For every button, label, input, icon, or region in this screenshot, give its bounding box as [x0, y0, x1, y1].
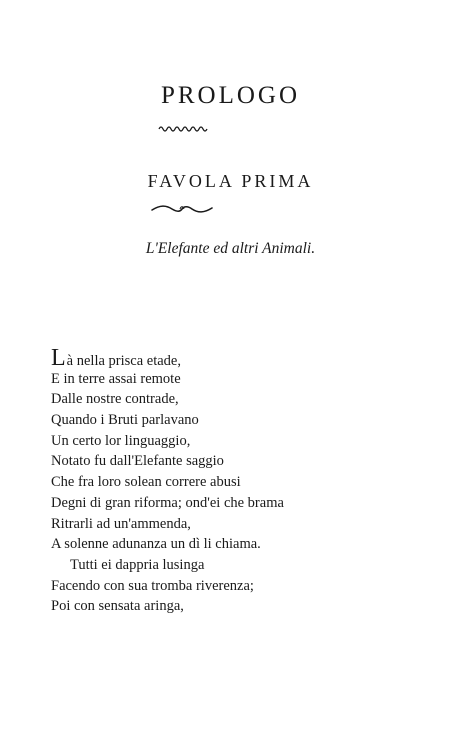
verse-line-text: Degni di gran riforma; ond'ei che brama [51, 494, 284, 511]
verse-line-text: Poi con sensata aringa, [51, 598, 184, 615]
verse-line [51, 451, 451, 472]
drop-cap: L [51, 345, 66, 371]
verse-line [51, 389, 451, 410]
page-heading: PROLOGO [160, 82, 301, 109]
verse-line [51, 596, 451, 617]
verse-line [51, 514, 451, 535]
verse-line [51, 555, 451, 576]
verse-line-text: Ritrarli ad un'ammenda, [51, 515, 191, 532]
verse-line-text: à nella prisca etade, [66, 353, 181, 369]
verse-line-text: Facendo con sua tromba riverenza; [51, 577, 254, 594]
verse-line-text: Tutti ei dappria lusinga [70, 556, 205, 573]
verse-line [51, 431, 451, 452]
verse-line-text: Un certo lor linguaggio, [51, 432, 191, 449]
squiggle-ornament [158, 124, 208, 134]
poem-verse [51, 345, 451, 617]
verse-line [51, 345, 451, 371]
verse-line-text: Dalle nostre contrade, [51, 391, 179, 408]
verse-line [51, 493, 451, 514]
verse-line-text: Che fra loro solean correre abusi [51, 474, 241, 491]
verse-line-text: E in terre assai remote [51, 370, 181, 387]
verse-line [51, 369, 451, 390]
verse-line [51, 576, 451, 597]
verse-line-text: Notato fu dall'Elefante saggio [51, 453, 224, 470]
fable-title: L'Elefante ed altri Animali. [145, 240, 316, 257]
verse-line [51, 534, 451, 555]
swash-ornament [150, 203, 214, 215]
verse-line-text: Quando i Bruti parlavano [51, 412, 199, 429]
fable-number: FAVOLA PRIMA [147, 171, 314, 191]
verse-line [51, 472, 451, 493]
verse-line-text: A solenne adunanza un dì li chiama. [51, 536, 261, 553]
verse-line [51, 410, 451, 431]
